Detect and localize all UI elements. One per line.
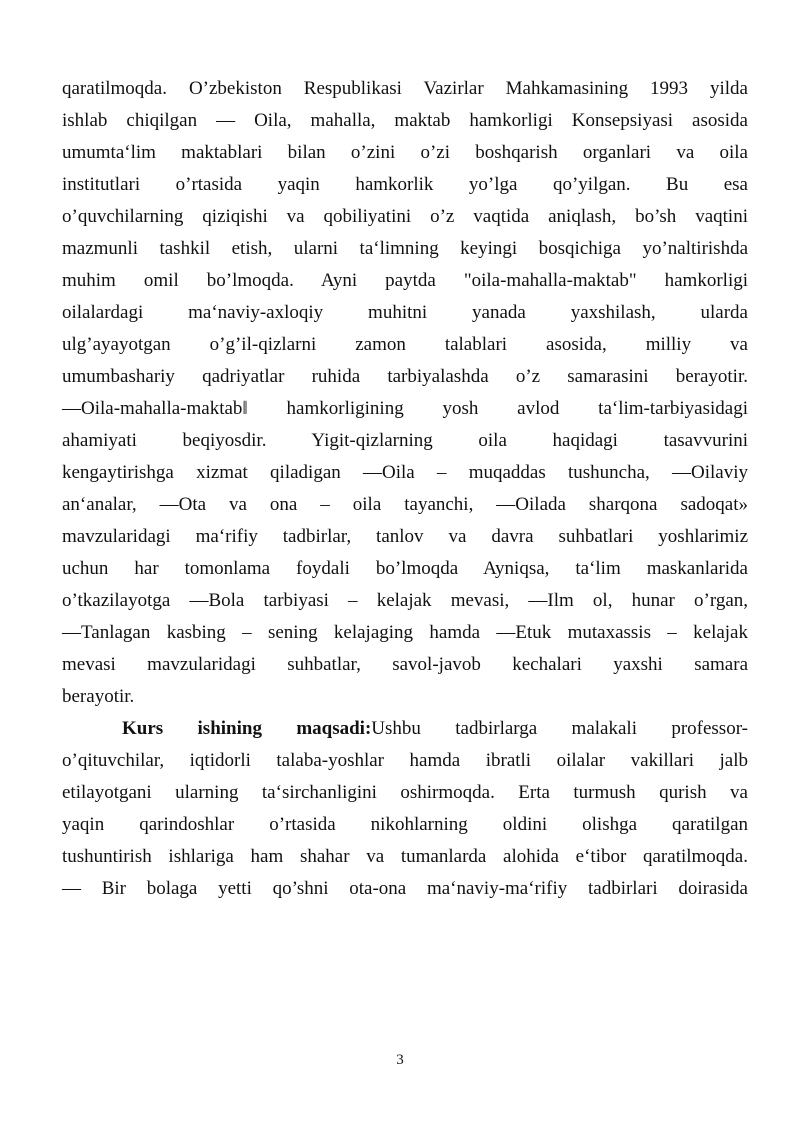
text-line: oilalardagi ma‘naviy-axloqiy muhitni yanada yaxshilash, ularda [62,302,748,323]
page-number: 3 [396,1052,404,1068]
text-line: etilayotgani ularning ta‘sirchanligini oshirmoqda. Erta turmush qurish va [62,782,748,803]
text-line: ulg’ayayotgan o’g’il-qizlarni zamon talablari asosida, milliy va [62,334,748,355]
text-line: uchun har tomonlama foydali bo’lmoqda Ayniqsa, ta‘lim maskanlarida [62,558,748,579]
text-line: an‘analar, ―Ota va ona – oila tayanchi, ―Oilada sharqona sadoqat» [62,494,748,515]
text-line: berayotir. [62,686,135,707]
text-line: ahamiyati beqiyosdir. Yigit-qizlarning oila haqidagi tasavvurini [62,430,748,451]
text-line: yaqin qarindoshlar o’rtasida nikohlarning oldini olishga qaratilgan [62,814,748,835]
text-line: o’quvchilarning qiziqishi va qobiliyatini o’z vaqtida aniqlash, bo’sh vaqtini [62,206,748,227]
heading-continuation: Ushbu tadbirlarga malakali professor- [371,718,748,739]
text-line: mavzularidagi ma‘rifiy tadbirlar, tanlov va davra suhbatlari yoshlarimiz [62,526,748,547]
text-line: ― Bir bolaga yetti qo’shni ota-ona ma‘naviy-ma‘rifiy tadbirlari doirasida [62,878,748,899]
text-line: ishlab chiqilgan — Oila, mahalla, maktab hamkorligi Konsepsiyasi asosida [62,110,748,131]
text-line: umumbashariy qadriyatlar ruhida tarbiyalashda o’z samarasini berayotir. [62,366,748,387]
text-line: mevasi mavzularidagi suhbatlar, savol-javob kechalari yaxshi samara [62,654,748,675]
text-line: umumta‘lim maktablari bilan o’zini o’zi boshqarish organlari va oila [62,142,748,163]
section-heading: Kurs ishining maqsadi: [122,718,372,739]
text-line: kengaytirishga xizmat qiladigan ―Oila – muqaddas tushuncha, ―Oilaviy [62,462,748,483]
text-line: ―Tanlagan kasbing – sening kelajaging hamda ―Etuk mutaxassis – kelajak [62,622,748,643]
text-line: o’tkazilayotga ―Bola tarbiyasi – kelajak mevasi, ―Ilm ol, hunar o’rgan, [62,590,748,611]
paragraph-1 [62,73,748,713]
text-line [62,713,748,745]
text-line: qaratilmoqda. O’zbekiston Respublikasi Vazirlar Mahkamasining 1993 yilda [62,78,748,99]
text-line: mazmunli tashkil etish, ularni ta‘limning keyingi bosqichiga yo’naltirishda [62,238,748,259]
text-line: institutlari o’rtasida yaqin hamkorlik yo’lga qo’yilgan. Bu esa [62,174,748,195]
text-line: o’qituvchilar, iqtidorli talaba-yoshlar hamda ibratli oilalar vakillari jalb [62,750,748,771]
text-line: muhim omil bo’lmoqda. Ayni paytda "oila-mahalla-maktab" hamkorligi [62,270,748,291]
paragraph-2 [62,713,748,905]
text-line: tushuntirish ishlariga ham shahar va tumanlarda alohida e‘tibor qaratilmoqda. [62,846,748,867]
text-line: ―Oila-mahalla-maktab‖ hamkorligining yosh avlod ta‘lim-tarbiyasidagi [62,398,748,419]
document-page [62,73,748,905]
